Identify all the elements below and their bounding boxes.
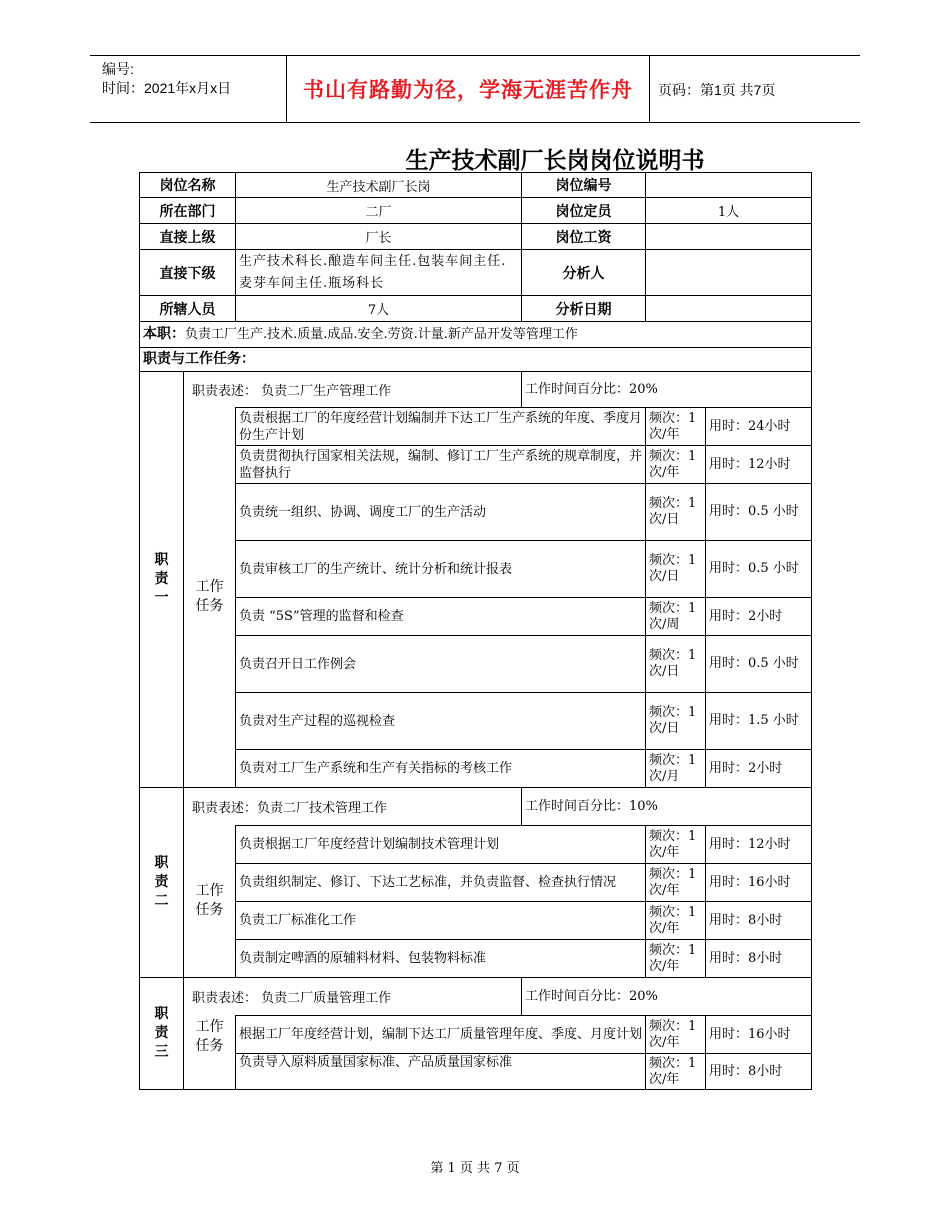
task-duration: 用时：16小时 [706, 1016, 812, 1054]
analyst-value [646, 250, 812, 296]
header-meta [102, 60, 231, 98]
task-duration: 用时：0.5 小时 [706, 636, 812, 693]
people-value: 7人 [236, 296, 522, 322]
task-frequency: 频次：1次/日 [646, 693, 706, 750]
post-name-value: 生产技术副厂长岗 [236, 173, 522, 198]
task-duration: 用时：24小时 [706, 408, 812, 446]
task-frequency: 频次：1次/月 [646, 750, 706, 788]
page-header [90, 55, 860, 123]
task-frequency: 频次：1次/日 [646, 636, 706, 693]
task-frequency: 频次：1次/年 [646, 826, 706, 864]
duty-1-head: 职 责 一 [140, 372, 184, 788]
duty-1-subhead: 工作 任务 [184, 408, 236, 788]
task-frequency: 频次：1次/年 [646, 446, 706, 484]
duty-1-pct: 工作时间百分比：20% [522, 372, 812, 408]
dept-label: 所在部门 [140, 198, 236, 224]
task-frequency: 频次：1次/周 [646, 598, 706, 636]
post-no-value [646, 173, 812, 198]
analyst-label: 分析人 [522, 250, 646, 296]
staff-value: 1人 [646, 198, 812, 224]
task-row: 负责根据工厂年度经营计划编制技术管理计划 [236, 826, 646, 864]
task-duration: 用时：16小时 [706, 864, 812, 902]
task-row: 负责统一组织、协调、调度工厂的生产活动 [236, 484, 646, 541]
duty-1-desc: 职责表述： 负责二厂生产管理工作 [184, 372, 522, 408]
task-duration: 用时：8小时 [706, 940, 812, 978]
task-row: 负责制定啤酒的原辅料材料、包装物料标准 [236, 940, 646, 978]
task-duration: 用时：0.5 小时 [706, 541, 812, 598]
duty-3-head: 职 责 三 [140, 978, 184, 1090]
page-footer: 第 1 页 共 7 页 [430, 1161, 520, 1176]
analysis-date-label: 分析日期 [522, 296, 646, 322]
doc-date-label: 时间：2021年x月x日 [102, 80, 232, 96]
dept-value: 二厂 [236, 198, 522, 224]
task-duration: 用时：2小时 [706, 750, 812, 788]
task-frequency: 频次：1次/日 [646, 484, 706, 541]
analysis-date-value [646, 296, 812, 322]
duty-summary [140, 322, 812, 348]
post-no-label: 岗位编号 [522, 173, 646, 198]
duty-3-subhead: 工作 任务 [184, 1016, 236, 1090]
task-row: 负责贯彻执行国家相关法规，编制、修订工厂生产系统的规章制度，并监督执行 [236, 446, 646, 484]
task-frequency: 频次：1次/年 [646, 864, 706, 902]
doc-number-label: 编号: [102, 61, 134, 77]
salary-value [646, 224, 812, 250]
header-slogan: 书山有路勤为径，学海无涯苦作舟 [286, 56, 650, 122]
task-duration: 用时：2小时 [706, 598, 812, 636]
task-frequency: 频次：1次/年 [646, 1016, 706, 1054]
task-row: 负责工厂标准化工作 [236, 902, 646, 940]
task-row: 负责对工厂生产系统和生产有关指标的考核工作 [236, 750, 646, 788]
post-name-label: 岗位名称 [140, 173, 236, 198]
task-row: 负责导入原料质量国家标准、产品质量国家标准 [236, 1054, 646, 1090]
tasks-header: 职责与工作任务： [140, 348, 812, 372]
task-duration: 用时：12小时 [706, 826, 812, 864]
task-row: 负责根据工厂的年度经营计划编制并下达工厂生产系统的年度、季度月份生产计划 [236, 408, 646, 446]
duty-2-pct: 工作时间百分比：10% [522, 788, 812, 826]
duty-3-pct: 工作时间百分比：20% [522, 978, 812, 1016]
superior-label: 直接上级 [140, 224, 236, 250]
job-description-table [139, 172, 812, 1090]
task-row: 根据工厂年度经营计划，编制下达工厂质量管理年度、季度、月度计划 [236, 1016, 646, 1054]
task-duration: 用时：1.5 小时 [706, 693, 812, 750]
document-title: 生产技术副厂长岗岗位说明书 [405, 148, 705, 174]
duty-summary-text: 负责工厂生产.技术.质量.成品.安全.劳资.计量.新产品开发等管理工作 [185, 327, 578, 342]
task-frequency: 频次：1次/年 [646, 408, 706, 446]
task-frequency: 频次：1次/年 [646, 902, 706, 940]
subordinate-value: 生产技术科长.酿造车间主任.包装车间主任.麦芽车间主任.瓶场科长 [236, 250, 522, 296]
task-duration: 用时：12小时 [706, 446, 812, 484]
task-row: 负责 “5S”管理的监督和检查 [236, 598, 646, 636]
header-page-info: 页码：第1页 共7页 [658, 82, 776, 98]
salary-label: 岗位工资 [522, 224, 646, 250]
duty-2-head: 职 责 二 [140, 788, 184, 978]
superior-value: 厂长 [236, 224, 522, 250]
task-duration: 用时：8小时 [706, 902, 812, 940]
subordinate-label: 直接下级 [140, 250, 236, 296]
task-duration: 用时：8小时 [706, 1054, 812, 1090]
people-label: 所辖人员 [140, 296, 236, 322]
task-frequency: 频次：1次/年 [646, 940, 706, 978]
task-duration: 用时：0.5 小时 [706, 484, 812, 541]
task-row: 负责组织制定、修订、下达工艺标准，并负责监督、检查执行情况 [236, 864, 646, 902]
duty-2-subhead: 工作 任务 [184, 826, 236, 978]
duty-2-desc: 职责表述：负责二厂技术管理工作 [184, 788, 522, 826]
task-frequency: 频次：1次/年 [646, 1054, 706, 1090]
task-row: 负责召开日工作例会 [236, 636, 646, 693]
staff-label: 岗位定员 [522, 198, 646, 224]
duty-summary-label: 本职： [143, 326, 185, 342]
task-frequency: 频次：1次/日 [646, 541, 706, 598]
task-row: 负责审核工厂的生产统计、统计分析和统计报表 [236, 541, 646, 598]
task-row: 负责对生产过程的巡视检查 [236, 693, 646, 750]
duty-3-desc: 职责表述： 负责二厂质量管理工作 [184, 978, 522, 1016]
